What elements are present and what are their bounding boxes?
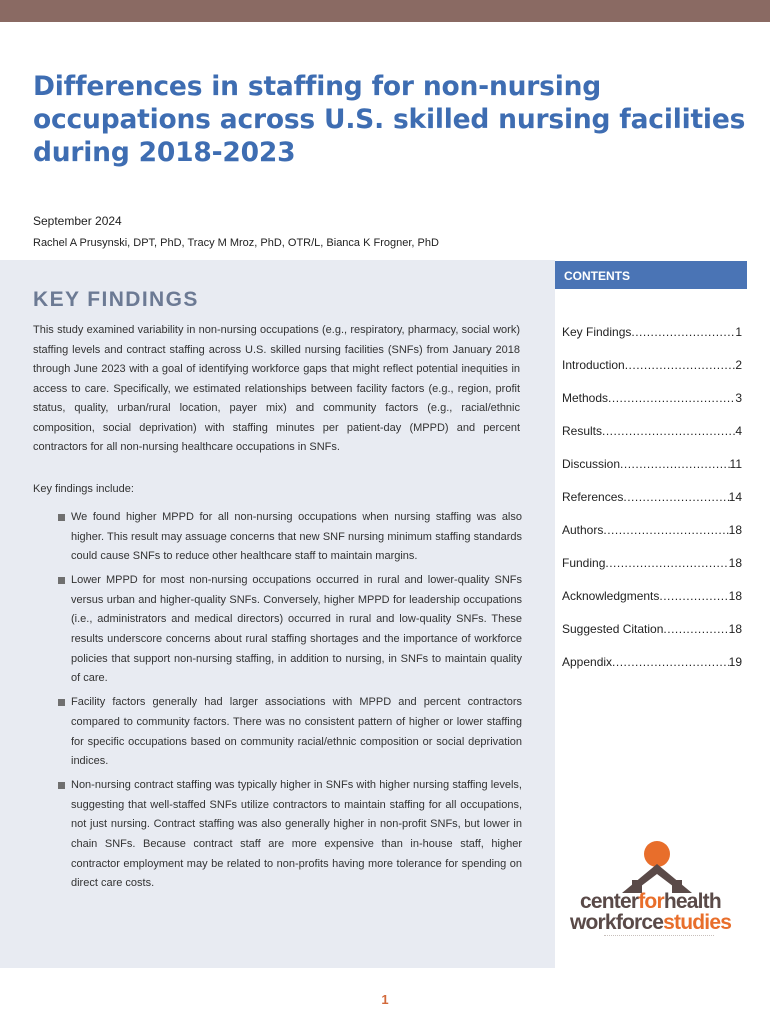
finding-text: Non-nursing contract staffing was typically higher in SNFs with higher nursing staffing levels, suggesting that well-staffed SNFs utilize contractors to maintain staffing for all occupations, not just nursing. Contract staffing was also generally higher in non-profit SNFs, but lower in chain SNFs. Because contract staff are more expensive than in-house staff, higher contractor employment may be related to non-profits having more tolerance for spending on direct care costs.	[71, 779, 522, 890]
bullet-square-icon	[58, 514, 65, 521]
logo-tagline-rule	[604, 935, 714, 938]
top-color-bar	[0, 0, 770, 22]
toc-item-appendix[interactable]: Appendix ..... 19	[562, 655, 742, 688]
finding-text: Lower MPPD for most non-nursing occupations occurred in rural and lower-quality SNFs versus urban and higher-quality SNFs. Conversely, higher MPPD for leadership occupations (i.e., administrators and medical directors) occurred in rural and low-quality SNFs. These results underscore concerns about rural staffing shortages and the importance of workforce policies that support non-nursing staffing, in addition to nursing, in SNFs to maintain quality of care.	[71, 574, 522, 685]
table-of-contents	[562, 325, 742, 688]
bullet-square-icon	[58, 577, 65, 584]
finding-text: We found higher MPPD for all non-nursing occupations when nursing staffing was also higher. This result may assuage concerns that new SNF nursing minimum staffing standards could cause SNFs to reduce other healthcare staff to maintain margins.	[71, 511, 522, 563]
finding-item	[58, 508, 522, 567]
toc-item-key-findings[interactable]: Key Findings ..... 1	[562, 325, 742, 358]
key-findings-list-intro: Key findings include:	[33, 483, 134, 495]
bullet-square-icon	[58, 699, 65, 706]
logo-wordmark-line1: centerforhealth	[580, 890, 721, 913]
toc-item-authors[interactable]: Authors ..... 18	[562, 523, 742, 556]
key-findings-heading: KEY FINDINGS	[33, 288, 199, 311]
page-number: 1	[381, 992, 389, 1007]
toc-item-methods[interactable]: Methods ..... 3	[562, 391, 742, 424]
toc-item-funding[interactable]: Funding ..... 18	[562, 556, 742, 589]
publication-date: September 2024	[33, 214, 122, 228]
toc-item-references[interactable]: References ..... 14	[562, 490, 742, 523]
author-list: Rachel A Prusynski, DPT, PhD, Tracy M Mroz, PhD, OTR/L, Bianca K Frogner, PhD	[33, 237, 439, 249]
contents-heading: CONTENTS	[555, 261, 747, 289]
finding-item	[58, 571, 522, 689]
toc-item-suggested-citation[interactable]: Suggested Citation ..... 18	[562, 622, 742, 655]
key-findings-intro: This study examined variability in non-nursing occupations (e.g., respiratory, pharmacy, social work) staffing levels and contract staffing across U.S. skilled nursing facilities (SNFs) from January 2018 through June 2023 with a goal of identifying workforce gaps that might reflect potential inequities in access to care. Specifically, we estimated relationships between facility factors (e.g., region, profit status, quality, urban/rural location, payer mix) and community factors (e.g., racial/ethnic composition, social deprivation) with staffing minutes per patient-day (MPPD) and percent contractors for all non-nursing healthcare occupations in SNFs.	[33, 324, 520, 453]
finding-item	[58, 693, 522, 771]
toc-item-discussion[interactable]: Discussion ..... 11	[562, 457, 742, 490]
finding-text: Facility factors generally had larger associations with MPPD and percent contractors compared to community factors. There was no consistent pattern of higher or lower staffing for specific occupations based on community racial/ethnic composition or social deprivation indices.	[71, 696, 522, 768]
toc-item-acknowledgments[interactable]: Acknowledgments ..... 18	[562, 589, 742, 622]
document-title: Differences in staffing for non-nursing occupations across U.S. skilled nursing facilities during 2018-2023	[33, 71, 746, 168]
toc-item-introduction[interactable]: Introduction ..... 2	[562, 358, 742, 391]
finding-item	[58, 776, 522, 894]
bullet-square-icon	[58, 782, 65, 789]
logo-wordmark-line2: workforcestudies	[570, 911, 732, 934]
key-findings-list	[58, 508, 522, 898]
toc-item-results[interactable]: Results ..... 4	[562, 424, 742, 457]
